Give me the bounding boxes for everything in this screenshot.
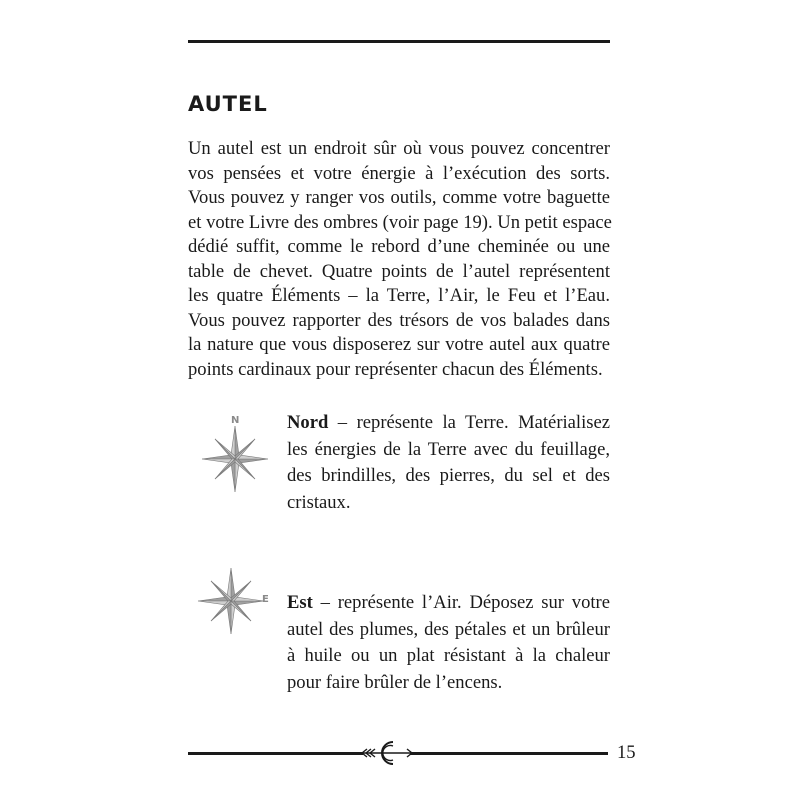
intro-line: vos pensées et votre énergie à l’exécution des sorts. [188, 162, 610, 184]
intro-line: table de chevet. Quatre points de l’autel représentent [188, 260, 610, 282]
entry-line: les énergies de la Terre avec du feuillage, [287, 438, 610, 460]
section-heading: AUTEL [188, 92, 268, 116]
page-number: 15 [617, 742, 636, 763]
intro-line: Vous pouvez y ranger vos outils, comme votre baguette [188, 187, 610, 208]
entry-first-line [287, 410, 610, 437]
entry-term: Nord [287, 412, 329, 433]
entry-nord [287, 410, 610, 517]
compass-letter-east: E [262, 594, 269, 605]
entry-line: des brindilles, des pierres, du sel et des [287, 465, 610, 487]
intro-line: Un autel est un endroit sûr où vous pouvez concentrer [188, 138, 610, 159]
entry-term: Est [287, 592, 313, 613]
top-rule [188, 40, 610, 43]
intro-line: points cardinaux pour représenter chacun des Éléments. [188, 358, 603, 380]
entry-est [287, 590, 610, 697]
footer-rule-right [410, 752, 608, 755]
intro-line: les quatre Éléments – la Terre, l’Air, le Feu et l’Eau. [188, 285, 610, 306]
compass-letter-north: N [231, 415, 240, 426]
entry-text: – représente l’Air. Déposez sur votre [312, 592, 610, 613]
compass-rose-icon [196, 566, 266, 636]
intro-line: dédié suffit, comme le rebord d’une cheminée ou une [188, 236, 610, 257]
entry-line: autel des plumes, des pétales et un brûleur [287, 618, 610, 640]
intro-line: la nature que vous disposerez sur votre autel aux quatre [188, 334, 610, 355]
entry-text: – représente la Terre. Matérialisez [328, 412, 610, 433]
intro-line: et votre Livre des ombres (voir page 19). Un petit espace [188, 211, 612, 233]
entry-first-line [287, 590, 610, 617]
intro-paragraph [188, 137, 610, 382]
compass-rose-icon [200, 424, 270, 494]
entry-line: cristaux. [287, 492, 351, 514]
footer-rule-left [188, 752, 363, 755]
moon-arrow-ornament-icon [360, 738, 414, 768]
entry-line: à huile ou un plat résistant à la chaleur [287, 645, 610, 667]
intro-line: Vous pouvez rapporter des trésors de vos balades dans [188, 309, 610, 331]
entry-line: pour faire brûler de l’encens. [287, 672, 503, 694]
